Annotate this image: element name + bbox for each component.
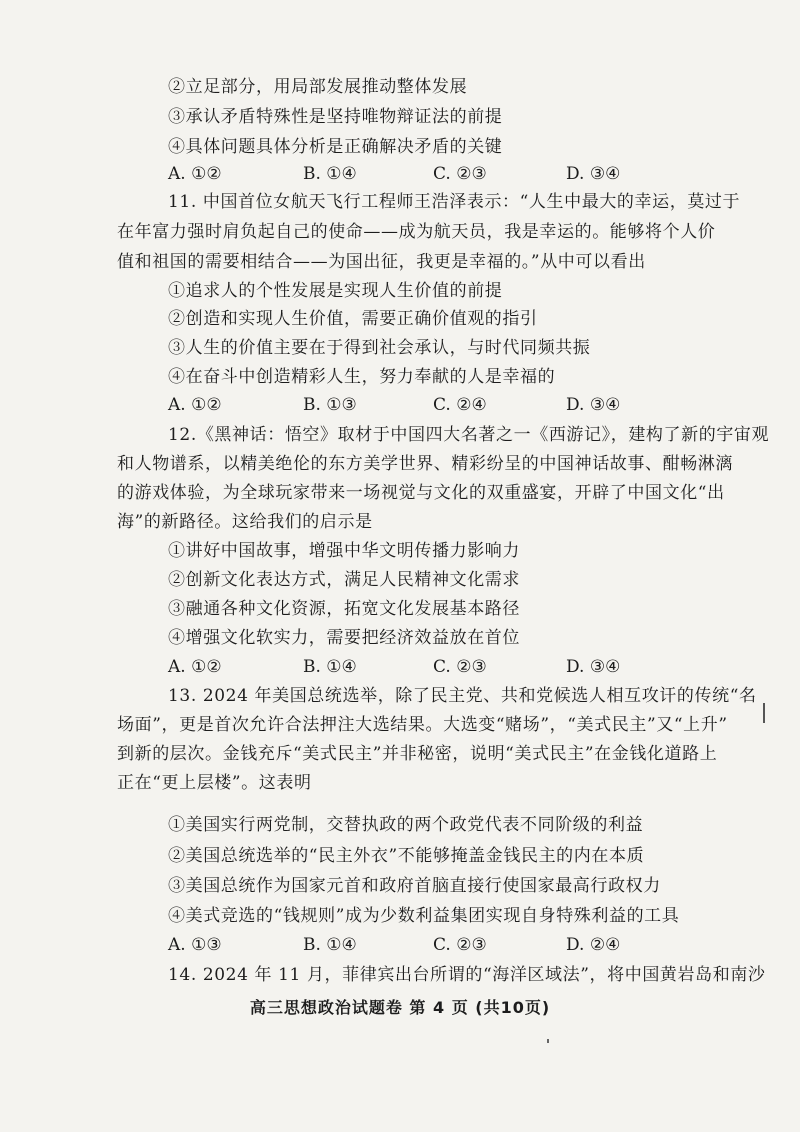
margin-mark: [763, 703, 765, 723]
q13-stem-line-4: 正在“更上层楼”。这表明: [117, 773, 312, 793]
q11-statement-4: ④在奋斗中创造精彩人生，努力奉献的人是幸福的: [168, 367, 556, 387]
q12-statement-2: ②创新文化表达方式，满足人民精神文化需求: [168, 570, 520, 590]
q13-option-c: C. ②③: [433, 935, 487, 955]
q12-option-a: A. ①②: [168, 657, 222, 677]
q11-stem-line-1: 11. 中国首位女航天飞行工程师王浩泽表示：“人生中最大的幸运，莫过于: [168, 192, 741, 212]
q12-option-c: C. ②③: [433, 657, 487, 677]
q12-statement-1: ①讲好中国故事，增强中华文明传播力影响力: [168, 541, 520, 561]
q12-stem-line-3: 的游戏体验，为全球玩家带来一场视觉与文化的双重盛宴，开辟了中国文化“出: [117, 483, 725, 503]
q10-option-b: B. ①④: [303, 164, 357, 184]
q10-option-a: A. ①②: [168, 164, 222, 184]
q14-stem-line-1: 14. 2024 年 11 月，菲律宾出台所谓的“海洋区域法”，将中国黄岩岛和南沙: [168, 965, 766, 985]
q11-statement-2: ②创造和实现人生价值，需要正确价值观的指引: [168, 309, 538, 329]
q11-stem-line-2: 在年富力强时肩负起自己的使命——成为航天员，我是幸运的。能够将个人价: [117, 222, 716, 242]
q11-statement-3: ③人生的价值主要在于得到社会承认，与时代同频共振: [168, 338, 591, 358]
q10-option-c: C. ②③: [433, 164, 487, 184]
q12-option-d: D. ③④: [566, 657, 621, 677]
q12-stem-line-2: 和人物谱系，以精美绝伦的东方美学世界、精彩纷呈的中国神话故事、酣畅淋漓: [117, 454, 733, 474]
q10-statement-3: ③承认矛盾特殊性是坚持唯物辩证法的前提: [168, 107, 503, 127]
q13-statement-3: ③美国总统作为国家元首和政府首脑直接行使国家最高行政权力: [168, 876, 661, 896]
q10-statement-4: ④具体问题具体分析是正确解决矛盾的关键: [168, 137, 503, 157]
q12-statement-3: ③融通各种文化资源，拓宽文化发展基本路径: [168, 599, 520, 619]
q13-stem-line-1: 13. 2024 年美国总统选举，除了民主党、共和党候选人相互攻讦的传统“名: [168, 686, 757, 706]
q13-stem-line-3: 到新的层次。金钱充斥“美式民主”并非秘密，说明“美式民主”在金钱化道路上: [117, 744, 718, 764]
q11-statement-1: ①追求人的个性发展是实现人生价值的前提: [168, 281, 503, 301]
q11-stem-line-3: 值和祖国的需要相结合——为国出征，我更是幸福的。”从中可以看出: [117, 252, 646, 272]
q12-stem-line-4: 海”的新路径。这给我们的启示是: [117, 512, 373, 532]
q11-options: [168, 392, 728, 418]
q12-statement-4: ④增强文化软实力，需要把经济效益放在首位: [168, 628, 520, 648]
q13-option-a: A. ①③: [168, 935, 222, 955]
q13-options: [168, 932, 728, 958]
q10-statement-2: ②立足部分，用局部发展推动整体发展: [168, 77, 468, 97]
q13-statement-4: ④美式竞选的“钱规则”成为少数利益集团实现自身特殊利益的工具: [168, 906, 680, 926]
q11-option-d: D. ③④: [566, 395, 621, 415]
q13-statement-2: ②美国总统选举的“民主外衣”不能够掩盖金钱民主的内在本质: [168, 846, 645, 866]
q12-option-b: B. ①④: [303, 657, 357, 677]
q13-option-b: B. ①④: [303, 935, 357, 955]
page-footer: 高三思想政治试题卷 第 4 页 (共10页): [249, 998, 551, 1017]
q12-options: [168, 654, 728, 680]
q13-stem-line-2: 场面”，更是首次允许合法押注大选结果。大选变“赌场”，“美式民主”又“上升”: [117, 715, 728, 735]
q11-option-a: A. ①②: [168, 395, 222, 415]
q11-option-c: C. ②④: [433, 395, 487, 415]
scan-speck: [547, 1039, 549, 1043]
q13-option-d: D. ②④: [566, 935, 621, 955]
q10-options: [168, 161, 728, 187]
q10-option-d: D. ③④: [566, 164, 621, 184]
q12-stem-line-1: 12.《黑神话：悟空》取材于中国四大名著之一《西游记》，建构了新的宇宙观: [168, 425, 770, 445]
q11-option-b: B. ①③: [303, 395, 357, 415]
q13-statement-1: ①美国实行两党制，交替执政的两个政党代表不同阶级的利益: [168, 815, 644, 835]
